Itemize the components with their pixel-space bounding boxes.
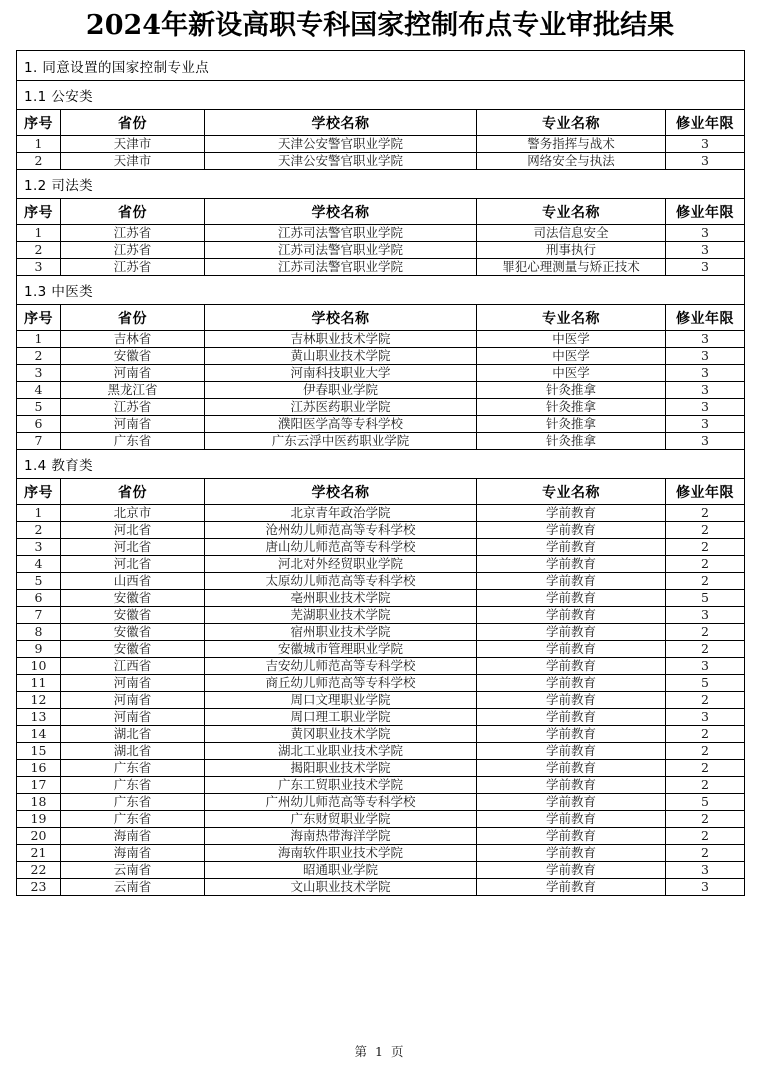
cell-province: 广东省 (61, 811, 205, 828)
cell-school: 北京青年政治学院 (205, 505, 477, 522)
cell-years: 3 (666, 382, 745, 399)
column-header-province: 省份 (61, 110, 205, 136)
cell-province: 安徽省 (61, 624, 205, 641)
cell-years: 5 (666, 675, 745, 692)
cell-years: 3 (666, 416, 745, 433)
cell-years: 3 (666, 879, 745, 896)
column-header-major: 专业名称 (477, 305, 666, 331)
cell-years: 2 (666, 845, 745, 862)
cell-no: 2 (17, 348, 61, 365)
cell-school: 吉安幼儿师范高等专科学校 (205, 658, 477, 675)
cell-school: 广州幼儿师范高等专科学校 (205, 794, 477, 811)
subsection-heading-2-label: 1.2 司法类 (17, 170, 745, 199)
cell-years: 3 (666, 607, 745, 624)
table-row (17, 760, 745, 777)
cell-no: 5 (17, 573, 61, 590)
cell-province: 河南省 (61, 416, 205, 433)
cell-major: 针灸推拿 (477, 399, 666, 416)
cell-no: 9 (17, 641, 61, 658)
cell-province: 河南省 (61, 675, 205, 692)
table-row (17, 556, 745, 573)
cell-years: 3 (666, 348, 745, 365)
cell-no: 2 (17, 153, 61, 170)
cell-province: 天津市 (61, 136, 205, 153)
column-header-major: 专业名称 (477, 199, 666, 225)
cell-major: 学前教育 (477, 641, 666, 658)
cell-province: 吉林省 (61, 331, 205, 348)
approval-results-table-wrapper (16, 50, 744, 896)
column-header-school: 学校名称 (205, 199, 477, 225)
cell-province: 河南省 (61, 692, 205, 709)
table-row (17, 692, 745, 709)
cell-school: 江苏司法警官职业学院 (205, 225, 477, 242)
cell-years: 2 (666, 573, 745, 590)
cell-major: 学前教育 (477, 505, 666, 522)
cell-school: 太原幼儿师范高等专科学校 (205, 573, 477, 590)
cell-years: 3 (666, 331, 745, 348)
approval-results-table (16, 50, 745, 896)
cell-province: 江西省 (61, 658, 205, 675)
table-row (17, 845, 745, 862)
cell-years: 2 (666, 522, 745, 539)
cell-years: 3 (666, 862, 745, 879)
cell-no: 2 (17, 242, 61, 259)
cell-no: 12 (17, 692, 61, 709)
cell-school: 河南科技职业大学 (205, 365, 477, 382)
cell-no: 3 (17, 539, 61, 556)
table-row (17, 242, 745, 259)
subsection-heading-2 (17, 170, 745, 199)
section-heading-label: 1. 同意设置的国家控制专业点 (17, 51, 745, 81)
cell-years: 3 (666, 658, 745, 675)
cell-years: 5 (666, 590, 745, 607)
cell-school: 安徽城市管理职业学院 (205, 641, 477, 658)
cell-major: 针灸推拿 (477, 416, 666, 433)
cell-school: 濮阳医学高等专科学校 (205, 416, 477, 433)
cell-years: 3 (666, 242, 745, 259)
cell-no: 3 (17, 365, 61, 382)
cell-no: 22 (17, 862, 61, 879)
cell-province: 海南省 (61, 828, 205, 845)
table-row (17, 828, 745, 845)
cell-years: 3 (666, 136, 745, 153)
cell-years: 3 (666, 259, 745, 276)
cell-major: 学前教育 (477, 658, 666, 675)
table-row (17, 862, 745, 879)
table-row (17, 433, 745, 450)
table-row (17, 505, 745, 522)
cell-school: 唐山幼儿师范高等专科学校 (205, 539, 477, 556)
subsection-heading-4 (17, 450, 745, 479)
column-header-province: 省份 (61, 305, 205, 331)
cell-major: 学前教育 (477, 760, 666, 777)
cell-major: 学前教育 (477, 573, 666, 590)
cell-no: 17 (17, 777, 61, 794)
cell-no: 1 (17, 505, 61, 522)
cell-years: 3 (666, 153, 745, 170)
cell-major: 学前教育 (477, 522, 666, 539)
cell-school: 广东工贸职业技术学院 (205, 777, 477, 794)
cell-province: 山西省 (61, 573, 205, 590)
column-header-years: 修业年限 (666, 110, 745, 136)
cell-years: 2 (666, 760, 745, 777)
cell-school: 伊春职业学院 (205, 382, 477, 399)
cell-no: 4 (17, 382, 61, 399)
cell-school: 昭通职业学院 (205, 862, 477, 879)
cell-province: 河北省 (61, 539, 205, 556)
column-header-years: 修业年限 (666, 479, 745, 505)
cell-no: 5 (17, 399, 61, 416)
cell-province: 湖北省 (61, 743, 205, 760)
cell-years: 2 (666, 726, 745, 743)
cell-no: 1 (17, 331, 61, 348)
cell-major: 针灸推拿 (477, 382, 666, 399)
cell-years: 5 (666, 794, 745, 811)
column-header-years: 修业年限 (666, 199, 745, 225)
cell-no: 20 (17, 828, 61, 845)
cell-years: 2 (666, 641, 745, 658)
cell-no: 14 (17, 726, 61, 743)
table-row (17, 590, 745, 607)
column-header-school: 学校名称 (205, 479, 477, 505)
table-row (17, 416, 745, 433)
cell-no: 19 (17, 811, 61, 828)
cell-province: 安徽省 (61, 590, 205, 607)
cell-school: 揭阳职业技术学院 (205, 760, 477, 777)
cell-school: 广东财贸职业学院 (205, 811, 477, 828)
cell-years: 2 (666, 828, 745, 845)
cell-years: 2 (666, 692, 745, 709)
table-header-row (17, 305, 745, 331)
cell-major: 刑事执行 (477, 242, 666, 259)
table-row (17, 641, 745, 658)
cell-no: 3 (17, 259, 61, 276)
cell-province: 江苏省 (61, 242, 205, 259)
cell-major: 学前教育 (477, 590, 666, 607)
cell-province: 广东省 (61, 794, 205, 811)
cell-no: 2 (17, 522, 61, 539)
cell-no: 18 (17, 794, 61, 811)
column-header-no: 序号 (17, 110, 61, 136)
cell-school: 吉林职业技术学院 (205, 331, 477, 348)
cell-no: 7 (17, 433, 61, 450)
table-row (17, 522, 745, 539)
cell-school: 江苏司法警官职业学院 (205, 242, 477, 259)
cell-school: 沧州幼儿师范高等专科学校 (205, 522, 477, 539)
cell-major: 学前教育 (477, 845, 666, 862)
table-header-row (17, 110, 745, 136)
cell-no: 23 (17, 879, 61, 896)
cell-school: 江苏医药职业学院 (205, 399, 477, 416)
cell-major: 学前教育 (477, 811, 666, 828)
cell-major: 中医学 (477, 365, 666, 382)
cell-school: 芜湖职业技术学院 (205, 607, 477, 624)
cell-major: 学前教育 (477, 607, 666, 624)
cell-years: 3 (666, 433, 745, 450)
cell-major: 学前教育 (477, 879, 666, 896)
cell-no: 13 (17, 709, 61, 726)
cell-school: 文山职业技术学院 (205, 879, 477, 896)
cell-years: 2 (666, 539, 745, 556)
cell-province: 湖北省 (61, 726, 205, 743)
cell-province: 河北省 (61, 556, 205, 573)
cell-school: 湖北工业职业技术学院 (205, 743, 477, 760)
cell-major: 学前教育 (477, 794, 666, 811)
cell-school: 黄冈职业技术学院 (205, 726, 477, 743)
table-body (17, 51, 745, 896)
cell-major: 中医学 (477, 331, 666, 348)
table-row (17, 365, 745, 382)
cell-province: 广东省 (61, 777, 205, 794)
cell-years: 3 (666, 365, 745, 382)
cell-province: 河南省 (61, 709, 205, 726)
cell-major: 罪犯心理测量与矫正技术 (477, 259, 666, 276)
table-row (17, 348, 745, 365)
cell-no: 15 (17, 743, 61, 760)
subsection-heading-4-label: 1.4 教育类 (17, 450, 745, 479)
cell-school: 商丘幼儿师范高等专科学校 (205, 675, 477, 692)
cell-years: 3 (666, 399, 745, 416)
cell-province: 海南省 (61, 845, 205, 862)
cell-school: 广东云浮中医药职业学院 (205, 433, 477, 450)
cell-school: 亳州职业技术学院 (205, 590, 477, 607)
cell-major: 中医学 (477, 348, 666, 365)
cell-no: 11 (17, 675, 61, 692)
table-row (17, 726, 745, 743)
cell-no: 16 (17, 760, 61, 777)
cell-province: 安徽省 (61, 641, 205, 658)
table-row (17, 794, 745, 811)
cell-province: 安徽省 (61, 348, 205, 365)
cell-no: 6 (17, 416, 61, 433)
table-header-row (17, 199, 745, 225)
cell-major: 学前教育 (477, 743, 666, 760)
column-header-no: 序号 (17, 479, 61, 505)
cell-major: 学前教育 (477, 709, 666, 726)
table-row (17, 399, 745, 416)
cell-years: 2 (666, 777, 745, 794)
cell-years: 3 (666, 225, 745, 242)
table-row (17, 879, 745, 896)
cell-province: 云南省 (61, 879, 205, 896)
cell-major: 学前教育 (477, 862, 666, 879)
table-row (17, 153, 745, 170)
cell-major: 学前教育 (477, 675, 666, 692)
table-row (17, 658, 745, 675)
cell-province: 安徽省 (61, 607, 205, 624)
table-row (17, 136, 745, 153)
cell-years: 2 (666, 624, 745, 641)
table-row (17, 382, 745, 399)
table-row (17, 573, 745, 590)
column-header-years: 修业年限 (666, 305, 745, 331)
cell-school: 宿州职业技术学院 (205, 624, 477, 641)
cell-province: 河南省 (61, 365, 205, 382)
cell-school: 黄山职业技术学院 (205, 348, 477, 365)
cell-major: 针灸推拿 (477, 433, 666, 450)
section-heading (17, 51, 745, 81)
cell-major: 学前教育 (477, 624, 666, 641)
cell-no: 10 (17, 658, 61, 675)
cell-school: 海南热带海洋学院 (205, 828, 477, 845)
cell-province: 江苏省 (61, 225, 205, 242)
cell-school: 周口文理职业学院 (205, 692, 477, 709)
cell-no: 8 (17, 624, 61, 641)
cell-province: 江苏省 (61, 259, 205, 276)
cell-no: 6 (17, 590, 61, 607)
cell-province: 天津市 (61, 153, 205, 170)
table-row (17, 709, 745, 726)
column-header-school: 学校名称 (205, 305, 477, 331)
table-row (17, 225, 745, 242)
cell-major: 学前教育 (477, 726, 666, 743)
cell-major: 学前教育 (477, 828, 666, 845)
table-row (17, 259, 745, 276)
cell-major: 学前教育 (477, 692, 666, 709)
cell-province: 河北省 (61, 522, 205, 539)
page-title: 2024年新设高职专科国家控制布点专业审批结果 (85, 10, 675, 41)
table-row (17, 539, 745, 556)
cell-major: 警务指挥与战术 (477, 136, 666, 153)
column-header-province: 省份 (61, 199, 205, 225)
table-row (17, 607, 745, 624)
cell-school: 江苏司法警官职业学院 (205, 259, 477, 276)
column-header-no: 序号 (17, 199, 61, 225)
table-row (17, 811, 745, 828)
cell-years: 2 (666, 811, 745, 828)
table-header-row (17, 479, 745, 505)
table-row (17, 624, 745, 641)
cell-school: 天津公安警官职业学院 (205, 136, 477, 153)
table-row (17, 743, 745, 760)
column-header-school: 学校名称 (205, 110, 477, 136)
column-header-province: 省份 (61, 479, 205, 505)
cell-major: 网络安全与执法 (477, 153, 666, 170)
cell-years: 3 (666, 709, 745, 726)
cell-years: 2 (666, 743, 745, 760)
table-row (17, 777, 745, 794)
cell-no: 1 (17, 225, 61, 242)
cell-school: 河北对外经贸职业学院 (205, 556, 477, 573)
column-header-no: 序号 (17, 305, 61, 331)
page-footer: 第 1 页 (354, 1044, 406, 1059)
subsection-heading-3-label: 1.3 中医类 (17, 276, 745, 305)
cell-school: 天津公安警官职业学院 (205, 153, 477, 170)
cell-school: 海南软件职业技术学院 (205, 845, 477, 862)
cell-major: 学前教育 (477, 539, 666, 556)
subsection-heading-1-label: 1.1 公安类 (17, 81, 745, 110)
cell-province: 广东省 (61, 760, 205, 777)
column-header-major: 专业名称 (477, 479, 666, 505)
cell-province: 云南省 (61, 862, 205, 879)
cell-province: 北京市 (61, 505, 205, 522)
cell-no: 21 (17, 845, 61, 862)
column-header-major: 专业名称 (477, 110, 666, 136)
cell-province: 江苏省 (61, 399, 205, 416)
cell-no: 1 (17, 136, 61, 153)
cell-school: 周口理工职业学院 (205, 709, 477, 726)
table-row (17, 331, 745, 348)
cell-major: 学前教育 (477, 556, 666, 573)
subsection-heading-1 (17, 81, 745, 110)
cell-no: 7 (17, 607, 61, 624)
cell-major: 司法信息安全 (477, 225, 666, 242)
cell-province: 广东省 (61, 433, 205, 450)
table-row (17, 675, 745, 692)
cell-years: 2 (666, 505, 745, 522)
cell-no: 4 (17, 556, 61, 573)
cell-major: 学前教育 (477, 777, 666, 794)
cell-province: 黑龙江省 (61, 382, 205, 399)
cell-years: 2 (666, 556, 745, 573)
subsection-heading-3 (17, 276, 745, 305)
